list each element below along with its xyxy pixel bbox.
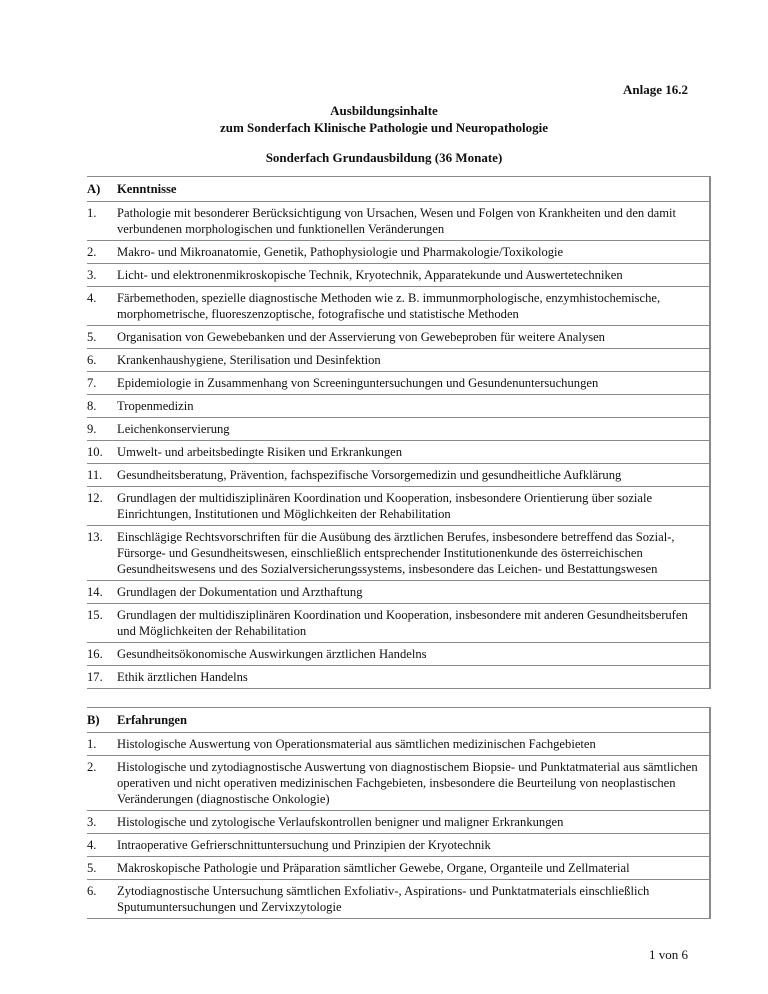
item-number: 2. [87, 756, 117, 811]
item-text: Intraoperative Gefrierschnittuntersuchung und Prinzipien der Kryotechnik [117, 834, 710, 857]
item-number: 1. [87, 733, 117, 756]
item-number: 8. [87, 395, 117, 418]
item-number: 6. [87, 880, 117, 919]
annex-label: Anlage 16.2 [623, 82, 688, 97]
item-text: Ethik ärztlichen Handelns [117, 666, 710, 689]
section-a-title: Kenntnisse [117, 177, 710, 202]
item-text: Grundlagen der multidisziplinären Koordination und Kooperation, insbesondere mit anderen Gesundheitsberufen und Möglichkeiten der Rehabilitation [117, 604, 710, 643]
section-b-title: Erfahrungen [117, 708, 710, 733]
item-number: 1. [87, 202, 117, 241]
item-number: 14. [87, 581, 117, 604]
list-item [87, 487, 710, 526]
list-item [87, 880, 710, 919]
section-b-label: B) [87, 708, 117, 733]
item-text: Grundlagen der Dokumentation und Arzthaftung [117, 581, 710, 604]
item-text: Makroskopische Pathologie und Präparation sämtlicher Gewebe, Organe, Organteile und Zellmaterial [117, 857, 710, 880]
item-number: 5. [87, 857, 117, 880]
section-b-table [87, 707, 711, 919]
document-title [0, 102, 768, 136]
item-number: 11. [87, 464, 117, 487]
list-item [87, 241, 710, 264]
item-text: Histologische und zytologische Verlaufskontrollen benigner und maligner Erkrankungen [117, 811, 710, 834]
list-item [87, 733, 710, 756]
item-number: 10. [87, 441, 117, 464]
list-item [87, 643, 710, 666]
title-line-1: Ausbildungsinhalte [330, 103, 438, 118]
list-item [87, 756, 710, 811]
item-text: Epidemiologie in Zusammenhang von Screeninguntersuchungen und Gesundenuntersuchungen [117, 372, 710, 395]
list-item [87, 372, 710, 395]
item-text: Gesundheitsberatung, Prävention, fachspezifische Vorsorgemedizin und gesundheitliche Aufklärung [117, 464, 710, 487]
item-text: Organisation von Gewebebanken und der Asservierung von Gewebeproben für weitere Analysen [117, 326, 710, 349]
item-text: Makro- und Mikroanatomie, Genetik, Pathophysiologie und Pharmakologie/Toxikologie [117, 241, 710, 264]
item-text: Einschlägige Rechtsvorschriften für die Ausübung des ärztlichen Berufes, insbesondere betreffend das Sozial-, Fürsorge- und Gesundheitswesen, einschließlich entsprechender Institutionenkunde des österreichischen Gesundheitswesens und des Sozialversicherungssystems, insbesondere das Leichen- und Bestattungswesen [117, 526, 710, 581]
item-text: Histologische und zytodiagnostische Auswertung von diagnostischem Biopsie- und Punktatmaterial aus sämtlichen operativen und nicht operativen medizinischen Fachgebieten, insbesondere die Beurteilung von neoplastischen Veränderungen (diagnostische Onkologie) [117, 756, 710, 811]
item-number: 7. [87, 372, 117, 395]
item-text: Zytodiagnostische Untersuchung sämtlichen Exfoliativ-, Aspirations- und Punktatmaterials einschließlich Sputumuntersuchungen und Zervixzytologie [117, 880, 710, 919]
section-b-header [87, 708, 710, 733]
item-text: Histologische Auswertung von Operationsmaterial aus sämtlichen medizinischen Fachgebieten [117, 733, 710, 756]
item-number: 9. [87, 418, 117, 441]
list-item [87, 287, 710, 326]
item-number: 4. [87, 287, 117, 326]
item-text: Krankenhaushygiene, Sterilisation und Desinfektion [117, 349, 710, 372]
list-item [87, 349, 710, 372]
item-number: 16. [87, 643, 117, 666]
item-text: Gesundheitsökonomische Auswirkungen ärztlichen Handelns [117, 643, 710, 666]
list-item [87, 604, 710, 643]
item-number: 5. [87, 326, 117, 349]
list-item [87, 441, 710, 464]
item-text: Pathologie mit besonderer Berücksichtigung von Ursachen, Wesen und Folgen von Krankheiten und den damit verbundenen morphologischen und funktionellen Veränderungen [117, 202, 710, 241]
item-number: 13. [87, 526, 117, 581]
section-a-header [87, 177, 710, 202]
item-number: 12. [87, 487, 117, 526]
list-item [87, 581, 710, 604]
list-item [87, 811, 710, 834]
item-number: 6. [87, 349, 117, 372]
item-number: 4. [87, 834, 117, 857]
item-number: 15. [87, 604, 117, 643]
list-item [87, 666, 710, 689]
list-item [87, 857, 710, 880]
list-item [87, 395, 710, 418]
document-subtitle: Sonderfach Grundausbildung (36 Monate) [265, 150, 503, 165]
list-item [87, 834, 710, 857]
page-number: 1 von 6 [649, 947, 688, 962]
list-item [87, 464, 710, 487]
item-number: 17. [87, 666, 117, 689]
item-text: Färbemethoden, spezielle diagnostische Methoden wie z. B. immunmorphologische, enzymhistochemische, morphometrische, fluoreszenzoptische, fotografische und statistische Methoden [117, 287, 710, 326]
item-text: Umwelt- und arbeitsbedingte Risiken und Erkrankungen [117, 441, 710, 464]
section-a-label: A) [87, 177, 117, 202]
list-item [87, 202, 710, 241]
item-text: Leichenkonservierung [117, 418, 710, 441]
list-item [87, 526, 710, 581]
item-text: Grundlagen der multidisziplinären Koordination und Kooperation, insbesondere Orientierung über soziale Einrichtungen, Institutionen und Möglichkeiten der Rehabilitation [117, 487, 710, 526]
list-item [87, 418, 710, 441]
list-item [87, 264, 710, 287]
item-text: Licht- und elektronenmikroskopische Technik, Kryotechnik, Apparatekunde und Auswertetechniken [117, 264, 710, 287]
title-line-2: zum Sonderfach Klinische Pathologie und Neuropathologie [219, 120, 549, 135]
item-number: 3. [87, 264, 117, 287]
item-number: 3. [87, 811, 117, 834]
section-a-table [87, 176, 711, 689]
item-text: Tropenmedizin [117, 395, 710, 418]
list-item [87, 326, 710, 349]
item-number: 2. [87, 241, 117, 264]
